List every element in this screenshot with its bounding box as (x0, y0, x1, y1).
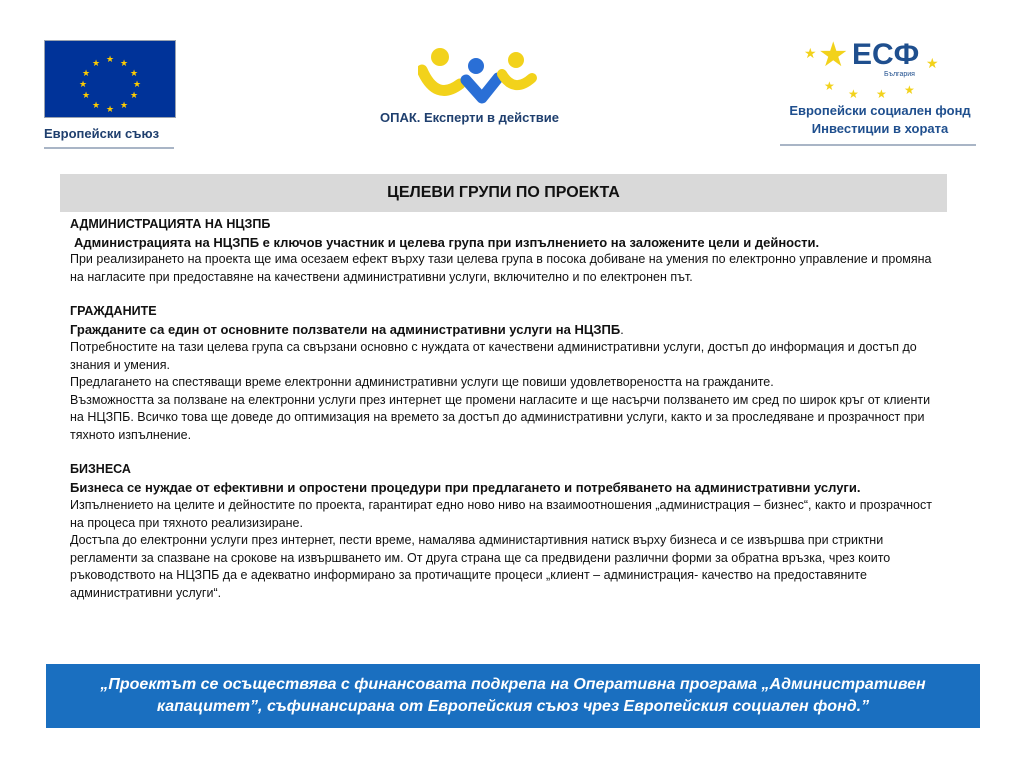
esf-logo-text: ЕСФ (852, 38, 920, 71)
section-body-citizens-1: Потребностите на тази целева група са свързани основно с нуждата от качествени административни услуги, достъп до информация и достъп до знания и умения. (70, 340, 917, 372)
page-title: ЦЕЛЕВИ ГРУПИ ПО ПРОЕКТА (60, 174, 947, 212)
esf-logo-country: България (884, 71, 915, 78)
svg-text:★: ★ (91, 59, 101, 69)
spacer (70, 286, 932, 303)
section-lead-citizens-end: . (620, 322, 624, 337)
svg-text:★: ★ (818, 35, 849, 75)
esf-divider (780, 144, 976, 146)
spacer (70, 444, 932, 461)
funding-footer (46, 664, 980, 728)
svg-text:★: ★ (876, 87, 887, 101)
section-heading-admin: АДМИНИСТРАЦИЯТА НА НЦЗПБ (70, 217, 271, 231)
svg-text:★: ★ (129, 69, 139, 79)
svg-text:★: ★ (119, 101, 129, 111)
svg-text:★: ★ (91, 101, 101, 111)
section-lead-business-paragraph (70, 479, 932, 533)
svg-text:★: ★ (78, 80, 88, 90)
svg-text:★: ★ (926, 56, 939, 72)
svg-text:★: ★ (132, 80, 142, 90)
content-body (70, 216, 932, 602)
svg-text:★: ★ (119, 59, 129, 69)
section-heading-business: БИЗНЕСА (70, 462, 131, 476)
section-heading-citizens: ГРАЖДАНИТЕ (70, 304, 157, 318)
section-lead-business: Бизнеса се нуждае от ефективни и опростени процедури при предлагането и потребяването на административни услуги. (70, 479, 861, 495)
esf-logo (780, 34, 980, 146)
section-body-citizens-3: Възможността за ползване на електронни услуги през интернет ще промени нагласите и ще насърчи ползването им сред по широк кръг от клиенти на НЦЗПБ. Всичко това ще доведе до оптимизация на времето за достъп до административни услуги, както и за проследяване и прозрачност при тяхното изпълнение. (70, 392, 931, 442)
opak-caption: ОПАК. Експерти в действие (380, 110, 559, 125)
section-lead-business-tail: Изпълнението на целите и дейностите по проекта, гарантират едно ново ниво на взаимоотношения „администрация – бизнес“, както и прозрачност на процеса при тяхното реализизиране. (70, 498, 932, 530)
svg-text:★: ★ (824, 79, 835, 93)
section-body-business: Достъпа до електронни услуги през интернет, пести време, намалява администартивния натиск върху бизнеса и се извършва при стриктни регламенти за спазване на срокове на извършването им. От друга страна ще са предвидени различни форми за обратна връзка, чрез които ръководството на НЦЗПБ да е адекватно информирано за протичащите процеси „клиент – администрация- качество на предоставяните административни услуги“. (70, 533, 891, 600)
svg-text:★: ★ (804, 46, 817, 62)
svg-text:★: ★ (81, 69, 91, 79)
funding-statement: „Проектът се осъществява с финансовата подкрепа на Оперативна програма „Административен капацитет”, съфинансирана от Европейския съюз чрез Европейския социален фонд.” (100, 676, 926, 715)
esf-emblem-icon (804, 34, 954, 102)
opak-logo (380, 44, 600, 125)
eu-divider (44, 147, 174, 149)
section-lead-citizens-paragraph (70, 321, 932, 340)
svg-text:★: ★ (105, 55, 115, 65)
section-body-citizens-2: Предлагането на спестяващи време електронни административни услуги ще повиши удовлетвореността на гражданите. (70, 375, 774, 389)
esf-caption-line2: Инвестиции в хората (811, 121, 949, 136)
section-lead-citizens: Гражданите са един от основните ползватели на административни услуги на НЦЗПБ (70, 321, 621, 337)
svg-text:★: ★ (129, 91, 139, 101)
opak-figures-icon (418, 44, 538, 106)
svg-text:★: ★ (904, 83, 915, 97)
svg-text:★: ★ (848, 87, 859, 101)
eu-logo (44, 40, 180, 149)
svg-text:★: ★ (81, 91, 91, 101)
esf-caption-line1: Европейски социален фонд (789, 103, 971, 118)
section-lead-admin: Администрацията на НЦЗПБ е ключов участник и целева група при изпълнението на заложените цели и дейности. (74, 234, 820, 250)
eu-flag-icon (44, 40, 176, 118)
eu-caption: Европейски съюз (44, 126, 160, 141)
svg-text:★: ★ (105, 105, 115, 115)
section-body-admin: При реализирането на проекта ще има осезаем ефект върху тази целева група в посока добиване на умения по електронно управление и промяна на нагласите при предоставяне на качествени административни услуги, включително и по електронен път. (70, 252, 932, 284)
